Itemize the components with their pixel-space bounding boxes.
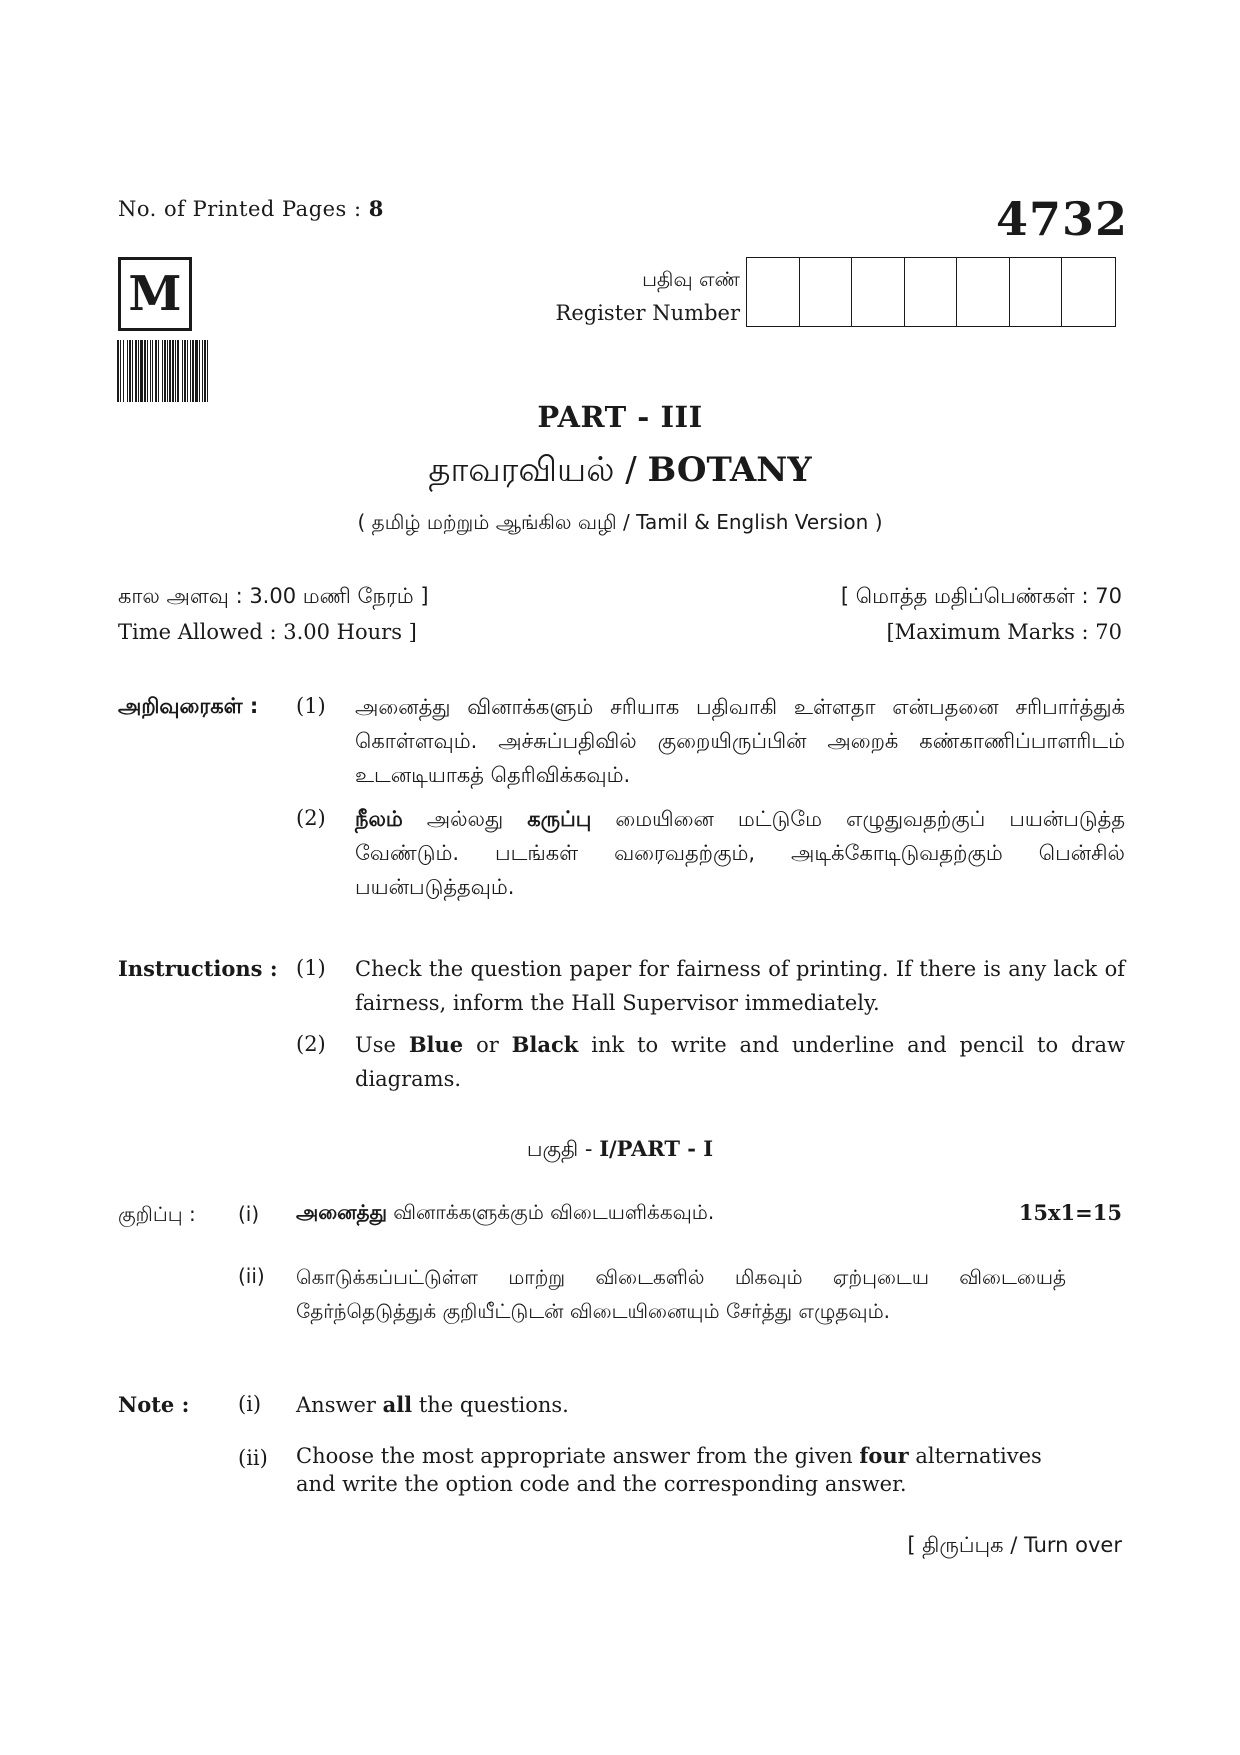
note-text-english-2: Choose the most appropriate answer from the given four alternatives and write the option code and the corresponding answer. [296, 1443, 1042, 1496]
time-allowed-tamil: கால அளவு : 3.00 மணி நேரம் ] [118, 584, 429, 608]
instruction-number: (1) [296, 956, 326, 980]
time-marks-tamil [118, 584, 1122, 611]
turn-over-note: [ திருப்புக / Turn over [907, 1533, 1122, 1557]
register-number-label [420, 262, 740, 330]
instruction-text-english-2: Use Blue or Black ink to write and underline and pencil to draw diagrams. [355, 1032, 1125, 1091]
register-digit-box[interactable] [747, 258, 800, 326]
register-digit-box[interactable] [905, 258, 958, 326]
subject-title: தாவரவியல் / BOTANY [428, 450, 812, 490]
printed-pages-count: No. of Printed Pages : 8 [118, 196, 384, 221]
register-digit-box[interactable] [1062, 258, 1115, 326]
instructions-label-english: Instructions : [118, 956, 278, 981]
subject-tamil: தாவரவியல் [428, 450, 615, 490]
note-text-english-1: Answer all the questions. [296, 1392, 569, 1417]
instruction-number: (2) [296, 1032, 326, 1056]
section-marks: 15x1=15 [1018, 1200, 1122, 1225]
register-label-english: Register Number [555, 301, 740, 325]
time-allowed-english: Time Allowed : 3.00 Hours ] [118, 620, 417, 644]
note-number: (i) [238, 1392, 262, 1416]
subject-english: BOTANY [647, 450, 812, 490]
note-label-english: Note : [118, 1392, 190, 1417]
register-label-tamil: பதிவு எண் [642, 267, 740, 291]
note-number: (ii) [238, 1446, 268, 1470]
version-line: ( தமிழ் மற்றும் ஆங்கில வழி / Tamil & English Version ) [357, 510, 883, 534]
paper-code: 4732 [995, 192, 1128, 246]
note-number: (i) [238, 1202, 260, 1226]
barcode-image [117, 340, 303, 402]
register-number-boxes[interactable] [746, 257, 1116, 327]
instruction-number: (1) [296, 694, 326, 718]
instruction-number: (2) [296, 806, 326, 830]
max-marks-english: [Maximum Marks : 70 [886, 620, 1122, 644]
register-digit-box[interactable] [800, 258, 853, 326]
register-digit-box[interactable] [852, 258, 905, 326]
register-digit-box[interactable] [1010, 258, 1063, 326]
time-marks-english [118, 620, 1122, 644]
max-marks-tamil: [ மொத்த மதிப்பெண்கள் : 70 [840, 584, 1122, 608]
instruction-text-tamil-1: அனைத்து வினாக்களும் சரியாக பதிவாகி உள்ளதா என்பதனை சரிபார்த்துக் கொள்ளவும். அச்சுப்பதிவில் குறையிருப்பின் அறைக் கண்காணிப்பாளரிடம் உடனடியாகத் தெரிவிக்கவும். [355, 695, 1125, 787]
note-number: (ii) [238, 1264, 265, 1288]
instruction-text-tamil-2: நீலம் அல்லது கருப்பு மையினை மட்டுமே எழுதுவதற்குப் பயன்படுத்த வேண்டும். படங்கள் வரைவதற்கும், அடிக்கோடிடுவதற்கும் பென்சில் பயன்படுத்தவும். [355, 807, 1126, 899]
part-one-heading: பகுதி - I/PART - I [526, 1136, 714, 1161]
instructions-label-tamil: அறிவுரைகள் : [118, 694, 259, 718]
note-text-tamil-1: அனைத்து வினாக்களுக்கும் விடையளிக்கவும். [296, 1200, 715, 1224]
medium-letter-box: M [118, 257, 192, 331]
part-heading: PART - III [537, 400, 703, 434]
instruction-text-english-1: Check the question paper for fairness of printing. If there is any lack of fairness, inform the Hall Supervisor immediately. [355, 957, 1125, 1015]
register-digit-box[interactable] [957, 258, 1010, 326]
note-label-tamil: குறிப்பு : [118, 1202, 196, 1226]
note-text-tamil-2: கொடுக்கப்பட்டுள்ள மாற்று விடைகளில் மிகவும் ஏற்புடைய விடையைத் தேர்ந்தெடுத்துக் குறியீட்டுடன் விடையினையும் சேர்த்து எழுதவும். [296, 1265, 1066, 1323]
